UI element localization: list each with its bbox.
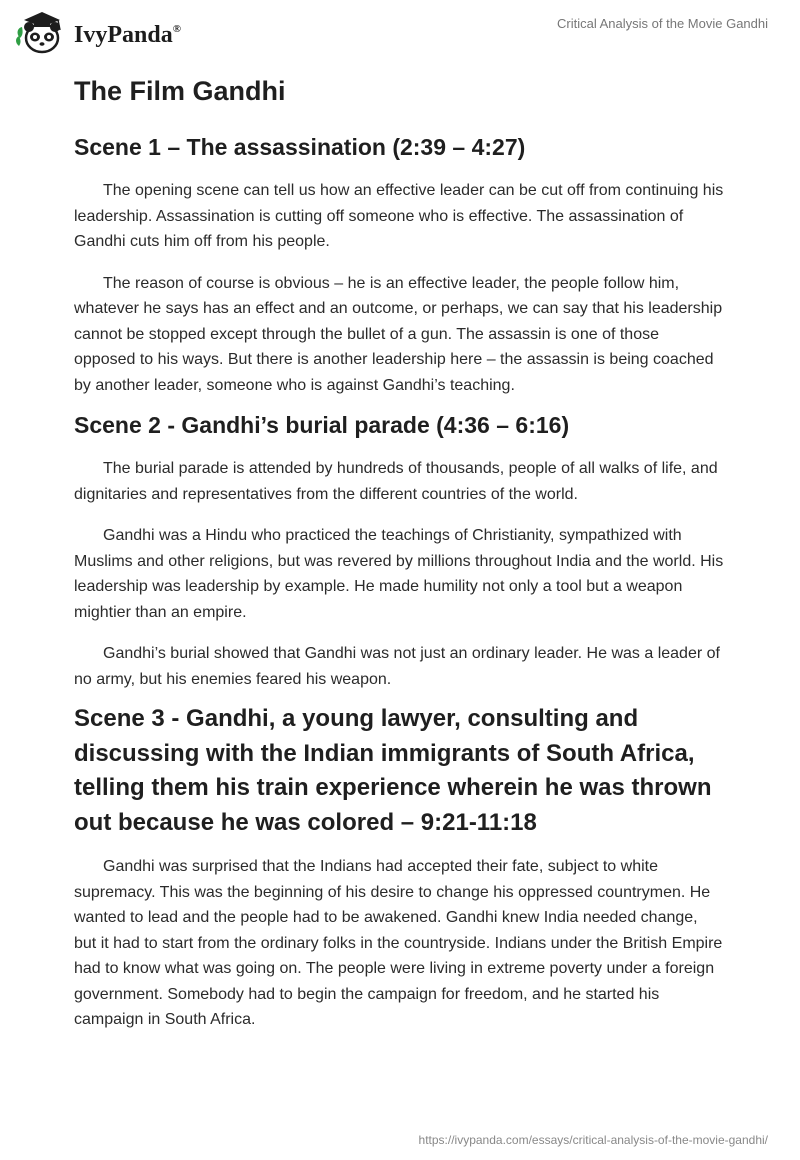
- section-heading-3: Scene 3 - Gandhi, a young lawyer, consulting and discussing with the Indian immigrants of South Africa, telling them his train experience wherein he was thrown out because he was colored – 9:21-11:18: [74, 705, 712, 836]
- section-heading-2: Scene 2 - Gandhi’s burial parade (4:36 – 6:16): [74, 412, 570, 438]
- registered-mark: ®: [172, 22, 181, 35]
- paragraph: The opening scene can tell us how an effective leader can be cut off from continuing his leadership. Assassination is cutting off someone who is effective. The assassination of Gandhi cuts him off from his people.: [74, 182, 724, 250]
- source-url-link[interactable]: https://ivypanda.com/essays/critical-analysis-of-the-movie-gandhi/: [418, 1133, 768, 1147]
- brand-name: [74, 22, 181, 49]
- paragraph: The reason of course is obvious – he is an effective leader, the people follow him, whatever he says has an effect and an outcome, or perhaps, we can say that his leadership cannot be stopped except through the bullet of a gun. The assassin is one of those opposed to his ways. But there is another leadership here – the assassin is being coached by another leader, someone who is against Gandhi’s teaching.: [74, 274, 723, 394]
- brand-text: IvyPanda: [74, 21, 173, 48]
- paragraph: Gandhi was a Hindu who practiced the teachings of Christianity, sympathized with Muslims and other religions, but was revered by millions throughout India and the world. His leadership was leadership by example. He made humility not only a tool but a weapon mightier than an empire.: [74, 527, 724, 621]
- article-title: The Film Gandhi: [74, 76, 286, 106]
- panda-graduate-icon: [14, 8, 66, 56]
- document-title: Critical Analysis of the Movie Gandhi: [557, 16, 768, 31]
- ivypanda-logo[interactable]: [14, 8, 181, 56]
- article-body: [74, 72, 724, 1033]
- paragraph: Gandhi’s burial showed that Gandhi was not just an ordinary leader. He was a leader of no army, but his enemies feared his weapon.: [74, 645, 720, 688]
- paragraph: The burial parade is attended by hundreds of thousands, people of all walks of life, and dignitaries and representatives from the different countries of the world.: [74, 460, 718, 503]
- page-header: [0, 0, 800, 70]
- section-heading-1: Scene 1 – The assassination (2:39 – 4:27): [74, 134, 526, 160]
- paragraph: Gandhi was surprised that the Indians had accepted their fate, subject to white supremacy. This was the beginning of his desire to change his oppressed countrymen. He wanted to lead and the people had to be awakened. Gandhi knew India needed change, but it had to start from the ordinary folks in the countryside. Indians under the British Empire had to know what was going on. The people were living in extreme poverty under a foreign government. Somebody had to begin the campaign for freedom, and he started his campaign in South Africa.: [74, 858, 723, 1028]
